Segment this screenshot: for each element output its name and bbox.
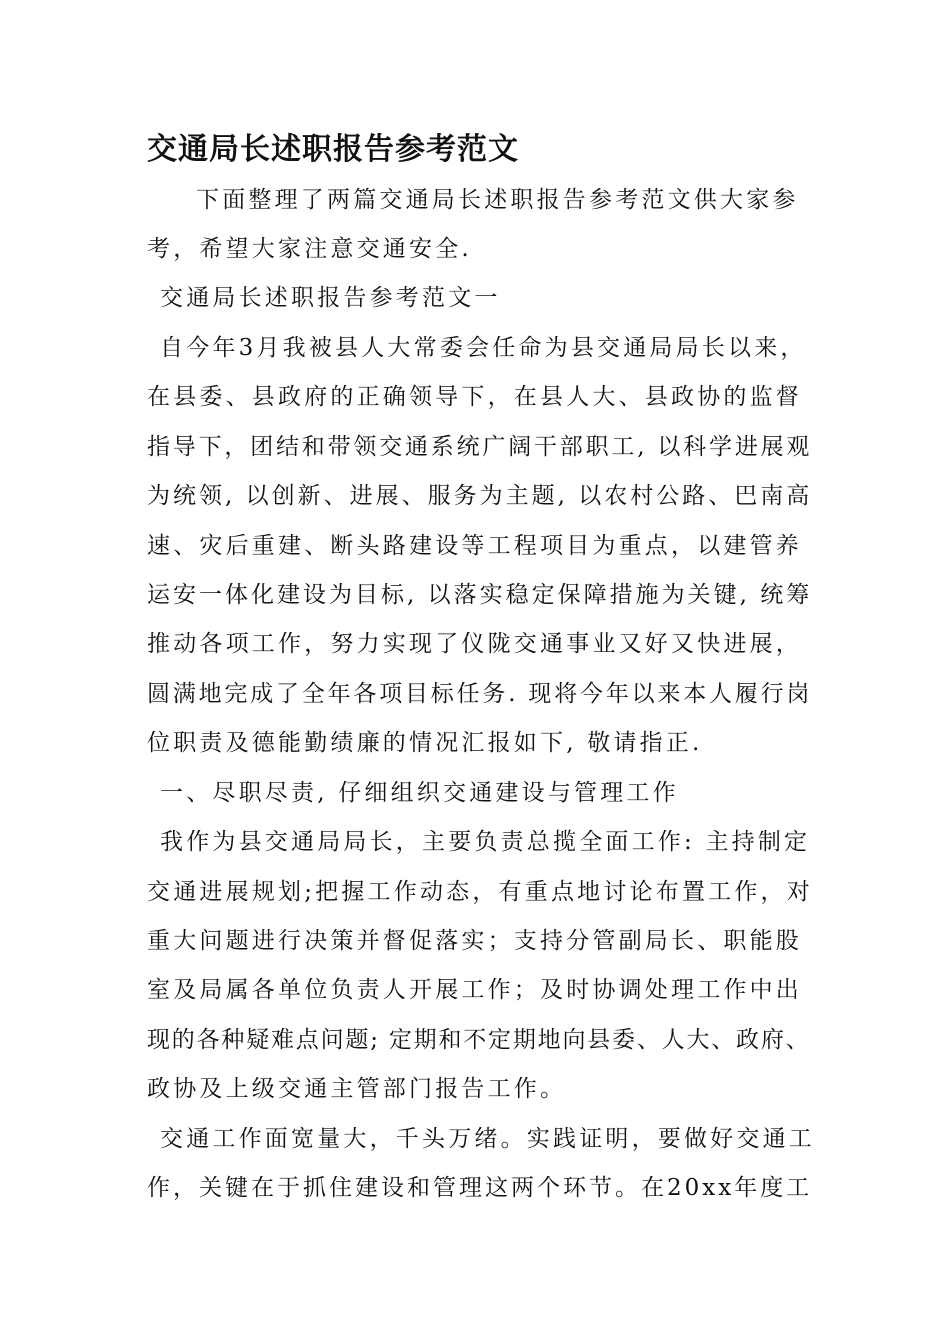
body-line: 位职责及德能勤绩廉的情况汇报如下, 敬请指正. [147, 730, 703, 756]
section-heading-2: 一、尽职尽责, 仔细组织交通建设与管理工作 [160, 780, 679, 806]
body-line: 重大问题进行决策并督促落实；支持分管副局长、职能股 [147, 928, 802, 954]
section-heading-1: 交通局长述职报告参考范文一 [160, 285, 501, 311]
body-line: 政协及上级交通主管部门报告工作。 [147, 1076, 567, 1102]
body-line: 指导下，团结和带领交通系统广阔干部职工, 以科学进展观 [147, 434, 813, 460]
body-line: 交通进展规划;把握工作动态，有重点地讨论布置工作，对 [147, 879, 813, 905]
intro-line-2: 考，希望大家注意交通安全. [147, 236, 472, 262]
body-line: 我作为县交通局局长，主要负责总揽全面工作: 主持制定 [160, 829, 811, 855]
body-line: 运安一体化建设为目标, 以落实稳定保障措施为关键, 统筹 [147, 582, 813, 608]
document-title: 交通局长述职报告参考范文 [147, 132, 519, 167]
body-line: 自今年3月我被县人大常委会任命为县交通局局长以来， [160, 335, 807, 361]
body-line: 交通工作面宽量大，千头万绪。实践证明，要做好交通工 [160, 1126, 815, 1152]
intro-line-1: 下面整理了两篇交通局长述职报告参考范文供大家参 [196, 187, 799, 213]
body-line: 现的各种疑难点问题; 定期和不定期地向县委、人大、政府、 [147, 1027, 811, 1053]
body-line: 作，关键在于抓住建设和管理这两个环节。在20xx年度工 [147, 1175, 813, 1201]
body-line: 室及局属各单位负责人开展工作；及时协调处理工作中出 [147, 977, 802, 1003]
body-line: 推动各项工作，努力实现了仪陇交通事业又好又快进展， [147, 631, 802, 657]
body-line: 圆满地完成了全年各项目标任务. 现将今年以来本人履行岗 [147, 681, 813, 707]
body-line: 在县委、县政府的正确领导下，在县人大、县政协的监督 [147, 384, 802, 410]
body-line: 速、灾后重建、断头路建设等工程项目为重点，以建管养 [147, 533, 802, 559]
body-line: 为统领, 以创新、进展、服务为主题, 以农村公路、巴南高 [147, 483, 813, 509]
